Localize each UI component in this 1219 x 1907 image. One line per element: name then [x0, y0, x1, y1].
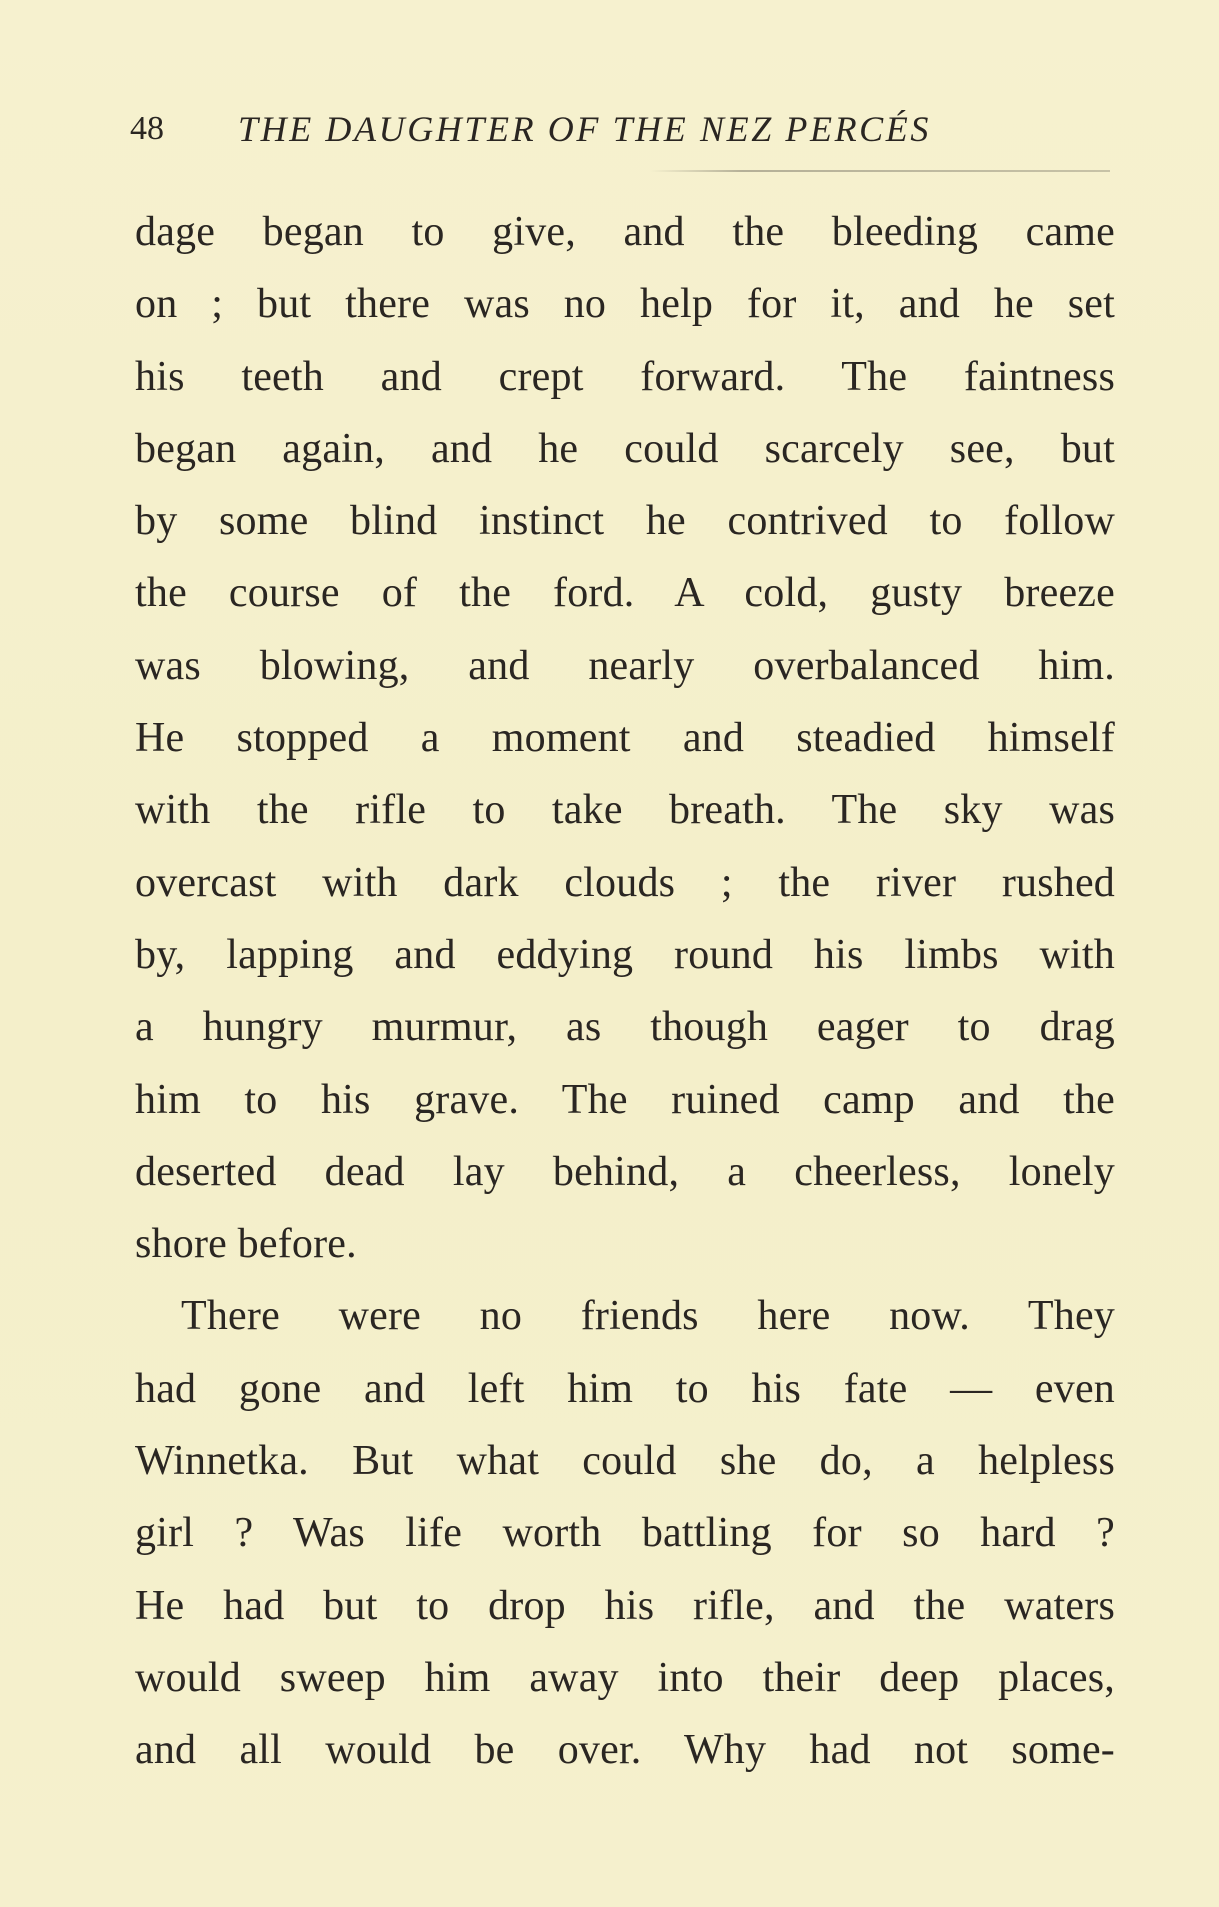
- page-number: 48: [130, 110, 164, 147]
- text-line: his teeth and crept forward. The faintness: [135, 353, 1115, 400]
- text-line: with the rifle to take breath. The sky was: [135, 787, 1115, 834]
- text-line: had gone and left him to his fate — even: [135, 1365, 1115, 1412]
- text-line: Winnetka. But what could she do, a helpless: [135, 1438, 1115, 1485]
- text-line: dage began to give, and the bleeding came: [135, 209, 1115, 255]
- header-rule: [650, 170, 1110, 172]
- text-line: would sweep him away into their deep places,: [135, 1654, 1115, 1701]
- running-title: THE DAUGHTER OF THE NEZ PERCÉS: [238, 109, 931, 149]
- text-line: He had but to drop his rifle, and the waters: [135, 1582, 1115, 1629]
- text-line: and all would be over. Why had not some-: [135, 1727, 1115, 1774]
- text-line: shore before.: [135, 1221, 357, 1268]
- text-line: was blowing, and nearly overbalanced him.: [135, 642, 1115, 689]
- text-line: a hungry murmur, as though eager to drag: [135, 1004, 1115, 1051]
- body-text: [135, 196, 1115, 1787]
- text-line: on ; but there was no help for it, and he set: [135, 281, 1115, 328]
- text-line: by some blind instinct he contrived to follow: [135, 498, 1115, 545]
- text-line: overcast with dark clouds ; the river rushed: [135, 859, 1115, 906]
- text-line: began again, and he could scarcely see, but: [135, 425, 1115, 472]
- text-line: There were no friends here now. They: [181, 1293, 1115, 1340]
- text-line: girl ? Was life worth battling for so hard ?: [135, 1510, 1115, 1557]
- text-line: him to his grave. The ruined camp and the: [135, 1076, 1115, 1123]
- text-line: deserted dead lay behind, a cheerless, lonely: [135, 1148, 1115, 1195]
- text-line: the course of the ford. A cold, gusty breeze: [135, 570, 1115, 617]
- text-line: He stopped a moment and steadied himself: [135, 715, 1115, 762]
- text-line: by, lapping and eddying round his limbs with: [135, 931, 1115, 978]
- running-head: [130, 104, 1110, 164]
